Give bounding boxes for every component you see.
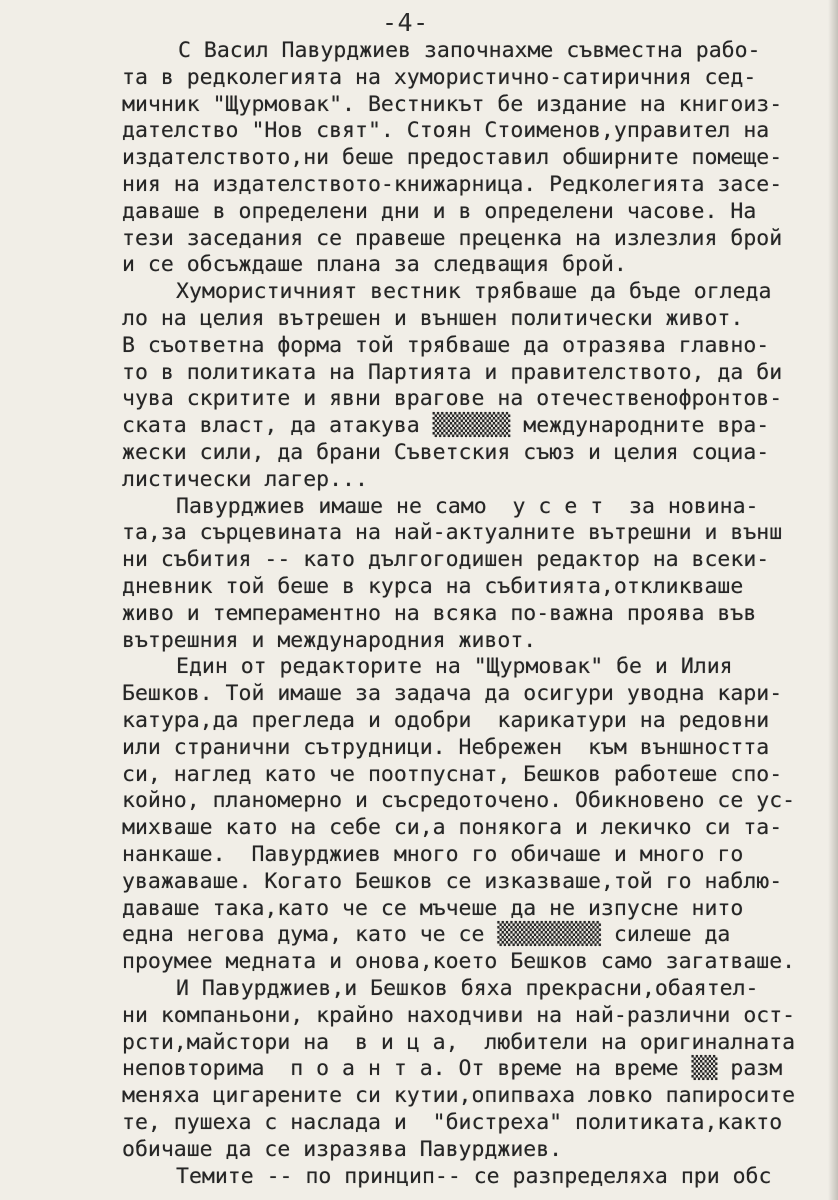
text-line: ния на издателството-книжарница. Редколегията засе- — [122, 172, 783, 197]
text-line: обичаше да се изразява Павурджиев. — [122, 1136, 563, 1162]
text-line: та,за сърцевината на най-актуалните вътрешни и външ — [122, 520, 783, 546]
text-line: ни събития -- като дългогодишен редактор на всеки- — [122, 547, 770, 573]
text-line: И Павурджиев,и Бешков бяха прекрасни,обаятел- — [176, 976, 759, 1001]
text-line: една негова дума, като че се ▒▒▒▒▒▒▒▒ силеше да — [122, 922, 731, 948]
text-line: живо и темпераментно на всяка по-важна проява във — [122, 600, 757, 626]
text-line: Павурджиев имаше не само у с е т за новина- — [176, 493, 759, 519]
page-number: -4- — [382, 8, 429, 37]
text-line: ло на целия вътрешен и външен политически живот. — [122, 306, 744, 331]
text-line: проумее медната и онова,което Бешков само загатваше. — [122, 949, 796, 975]
text-line: те, пушеха с наслада и "бистреха" политиката,както — [122, 1110, 783, 1135]
text-line: неповторима п о а н т а. От време на време ▒▒ разм — [122, 1056, 783, 1082]
text-line: меняха цигарените си кутии,опипваха ловко папиросите — [122, 1083, 796, 1109]
text-line: та в редколегията на хумористично-сатиричния сед- — [122, 64, 757, 90]
text-line: то в политиката на Партията и правителството, да би — [122, 359, 783, 385]
text-line: и се обсъждаше плана за следващия брой. — [122, 252, 627, 278]
text-line: ската власт, да атакува ▒▒▒▒▒▒ международните вра- — [122, 413, 770, 439]
text-line: издателството,ни беше предоставил обширните помеще- — [122, 145, 783, 171]
text-line: дателство "Нов свят". Стоян Стоименов,управител на — [122, 118, 770, 144]
text-line: михваше като на себе си,а понякога и лекичко си та- — [122, 815, 783, 841]
text-line: вътрешния и международния живот. — [122, 627, 537, 653]
text-line: листически лагер... — [122, 466, 368, 492]
text-line: нанкаше. Павурджиев много го обичаше и много го — [122, 842, 744, 867]
text-line: Темите -- по принцип-- се разпределяха при обс — [176, 1163, 772, 1189]
text-line: дневник той беше в курса на събитията,откликваше — [122, 574, 744, 599]
text-line: даваше така,като че се мъчеше да не изпусне нито — [122, 895, 744, 921]
text-line: рсти,майстори на в и ц а, любители на оригиналната — [122, 1029, 796, 1055]
text-line: катура,да прегледа и одобри карикатури на редовни — [122, 708, 770, 733]
text-line: койно, планомерно и съсредоточено. Обикновено се ус- — [122, 788, 796, 814]
text-line: ни компаньони, крайно находчиви на най-различни ост- — [122, 1002, 796, 1028]
text-line: чува скритите и явни врагове на отечественофронтов- — [122, 386, 783, 412]
text-line: С Васил Павурджиев започнахме съвместна рабо- — [178, 38, 761, 63]
text-line: Бешков. Той имаше за задача да осигури уводна кари- — [122, 681, 783, 707]
text-line: даваше в определени дни и в определени часове. На — [122, 198, 757, 224]
text-line: Хумористичният вестник трябваше да бъде огледа — [176, 279, 772, 305]
text-line: си, наглед като че поотпуснат, Бешков работеше спо- — [122, 761, 783, 787]
text-line: уважаваше. Когато Бешков се изказваше,той го наблю- — [122, 868, 783, 894]
text-line: мичник "Щурмовак". Вестникът бе издание на книгоиз- — [122, 91, 783, 117]
text-line: или странични сътрудници. Небрежен към външността — [122, 734, 770, 760]
text-line: В съответна форма той трябваше да отразява главно- — [122, 332, 770, 358]
text-line: Един от редакторите на "Щурмовак" бе и Илия — [176, 654, 733, 680]
page-edge-shadow — [828, 0, 838, 1200]
text-line: жески сили, да брани Съветския съюз и целия социа- — [122, 440, 770, 465]
text-line: тези заседания се правеше преценка на излезлия брой — [122, 225, 783, 251]
